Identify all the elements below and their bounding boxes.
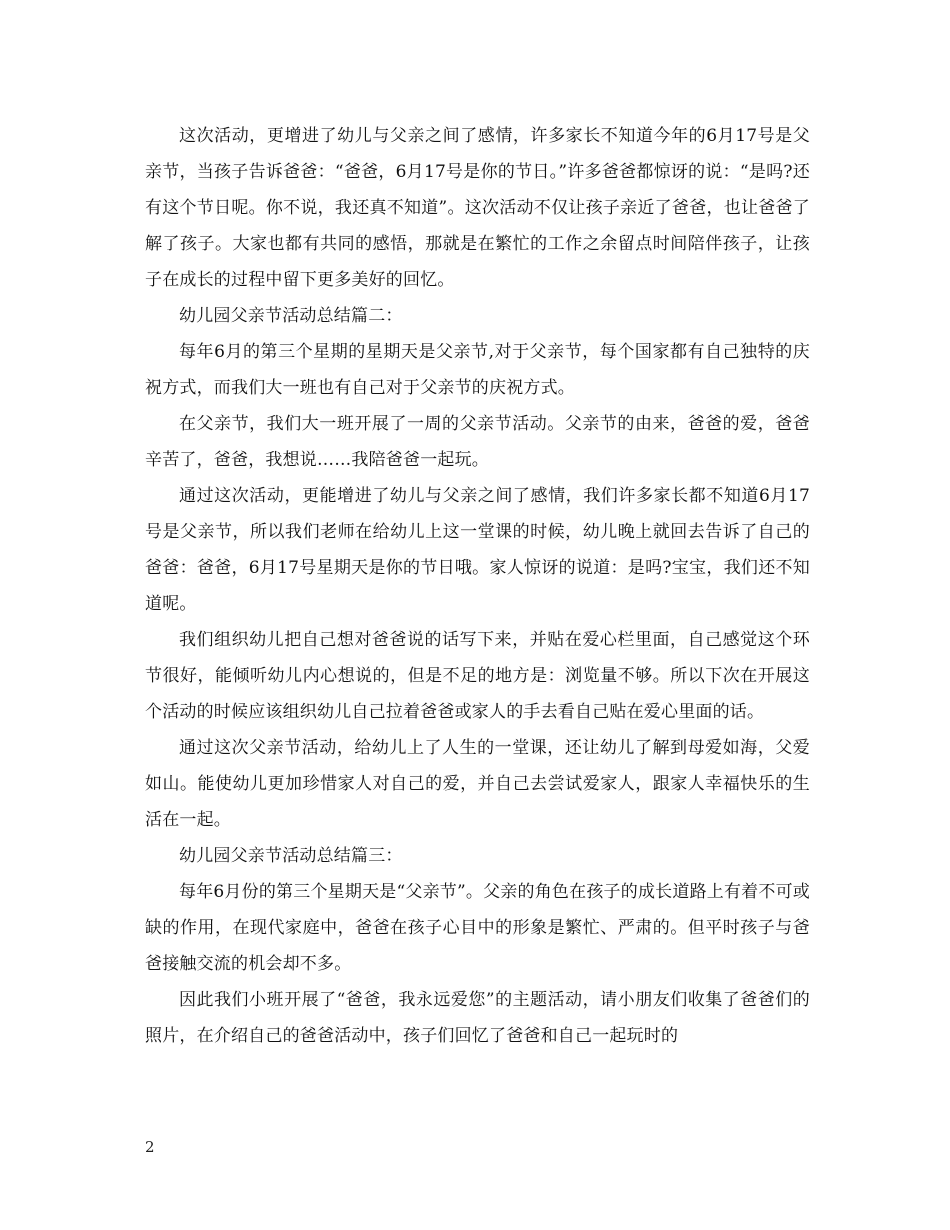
paragraph-theme-activity: 因此我们小班开展了“爸爸，我永远爱您”的主题活动，请小朋友们收集了爸爸们的照片，在介绍自己的爸爸活动中，孩子们回忆了爸爸和自己一起玩时的 — [145, 990, 810, 1046]
paragraph-children-tell-fathers: 通过这次活动，更能增进了幼儿与父亲之间了感情，我们许多家长都不知道6月17号是父亲节，所以我们老师在给幼儿上这一堂课的时候，幼儿晚上就回去告诉了自己的爸爸：爸爸，6月17号星期天是你的节日哦。家人惊讶的说道：是吗?宝宝，我们还不知道呢。 — [145, 486, 810, 614]
paragraph-life-lesson: 通过这次父亲节活动，给幼儿上了人生的一堂课，还让幼儿了解到母爱如海，父爱如山。能使幼儿更加珍惜家人对自己的爱，并自己去尝试爱家人，跟家人幸福快乐的生活在一起。 — [145, 738, 810, 830]
section-heading-part-two: 幼儿园父亲节活动总结篇二： — [179, 306, 403, 326]
section-heading-part-three: 幼儿园父亲节活动总结篇三： — [179, 846, 403, 866]
paragraph-love-board: 我们组织幼儿把自己想对爸爸说的话写下来，并贴在爱心栏里面，自己感觉这个环节很好，能倾听幼儿内心想说的，但是不足的地方是：浏览量不够。所以下次在开展这个活动的时候应该组织幼儿自己拉着爸爸或家人的手去看自己贴在爱心里面的话。 — [145, 630, 810, 722]
document-body — [145, 118, 810, 1054]
page-number: 2 — [145, 1138, 155, 1156]
paragraph-fathers-day-intro: 每年6月的第三个星期的星期天是父亲节,对于父亲节，每个国家都有自己独特的庆祝方式，而我们大一班也有自己对于父亲节的庆祝方式。 — [145, 342, 810, 398]
paragraph-summary-part-one-ending: 这次活动，更增进了幼儿与父亲之间了感情，许多家长不知道今年的6月17号是父亲节，当孩子告诉爸爸：“爸爸，6月17号是你的节日。”许多爸爸都惊讶的说：“是吗?还有这个节日呢。你不说，我还真不知道”。这次活动不仅让孩子亲近了爸爸，也让爸爸了解了孩子。大家也都有共同的感悟，那就是在繁忙的工作之余留点时间陪伴孩子，让孩子在成长的过程中留下更多美好的回忆。 — [145, 126, 810, 290]
paragraph-fathers-role: 每年6月份的第三个星期天是“父亲节”。父亲的角色在孩子的成长道路上有着不可或缺的作用，在现代家庭中，爸爸在孩子心目中的形象是繁忙、严肃的。但平时孩子与爸爸接触交流的机会却不多。 — [145, 882, 810, 974]
paragraph-week-activities: 在父亲节，我们大一班开展了一周的父亲节活动。父亲节的由来，爸爸的爱，爸爸辛苦了，爸爸，我想说……我陪爸爸一起玩。 — [145, 414, 810, 470]
